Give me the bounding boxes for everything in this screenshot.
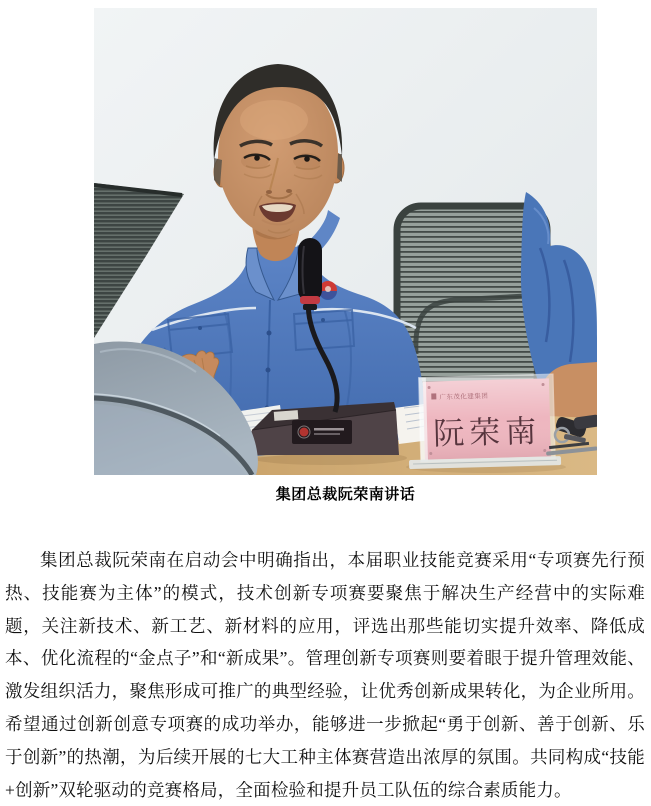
- photo-caption: 集团总裁阮荣南讲话: [275, 486, 416, 503]
- mic-red-ring: [300, 296, 320, 304]
- photo-figure: [94, 8, 597, 504]
- body-paragraph: 集团总裁阮荣南在启动会中明确指出，本届职业技能竞赛采用“专项赛先行预热、技能赛为主体”的模式，技术创新专项赛要聚焦于解决生产经营中的实际难题，关注新技术、新工艺、新材料的应用，评选出那些能切实提升效率、降低成本、优化流程的“金点子”和“新成果”。管理创新专项赛则要着眼于提升管理效能、激发组织活力，聚焦形成可推广的典型经验，让优秀创新成果转化，为企业所用。希望通过创新创意专项赛的成功举办，能够进一步掀起“勇于创新、善于创新、乐于创新”的热潮，为后续开展的七大工种主体赛营造出浓厚的氛围。共同构成“技能+创新”双轮驱动的竞赛格局，全面检验和提升员工队伍的综合素质能力。: [5, 550, 645, 800]
- placard-logo-icon: [431, 393, 436, 399]
- name-placard: [407, 374, 561, 469]
- meeting-photo: [94, 8, 597, 475]
- placard-org-text: 广东茂化建集团: [439, 392, 489, 402]
- placard-name-text: 阮荣南: [432, 413, 542, 452]
